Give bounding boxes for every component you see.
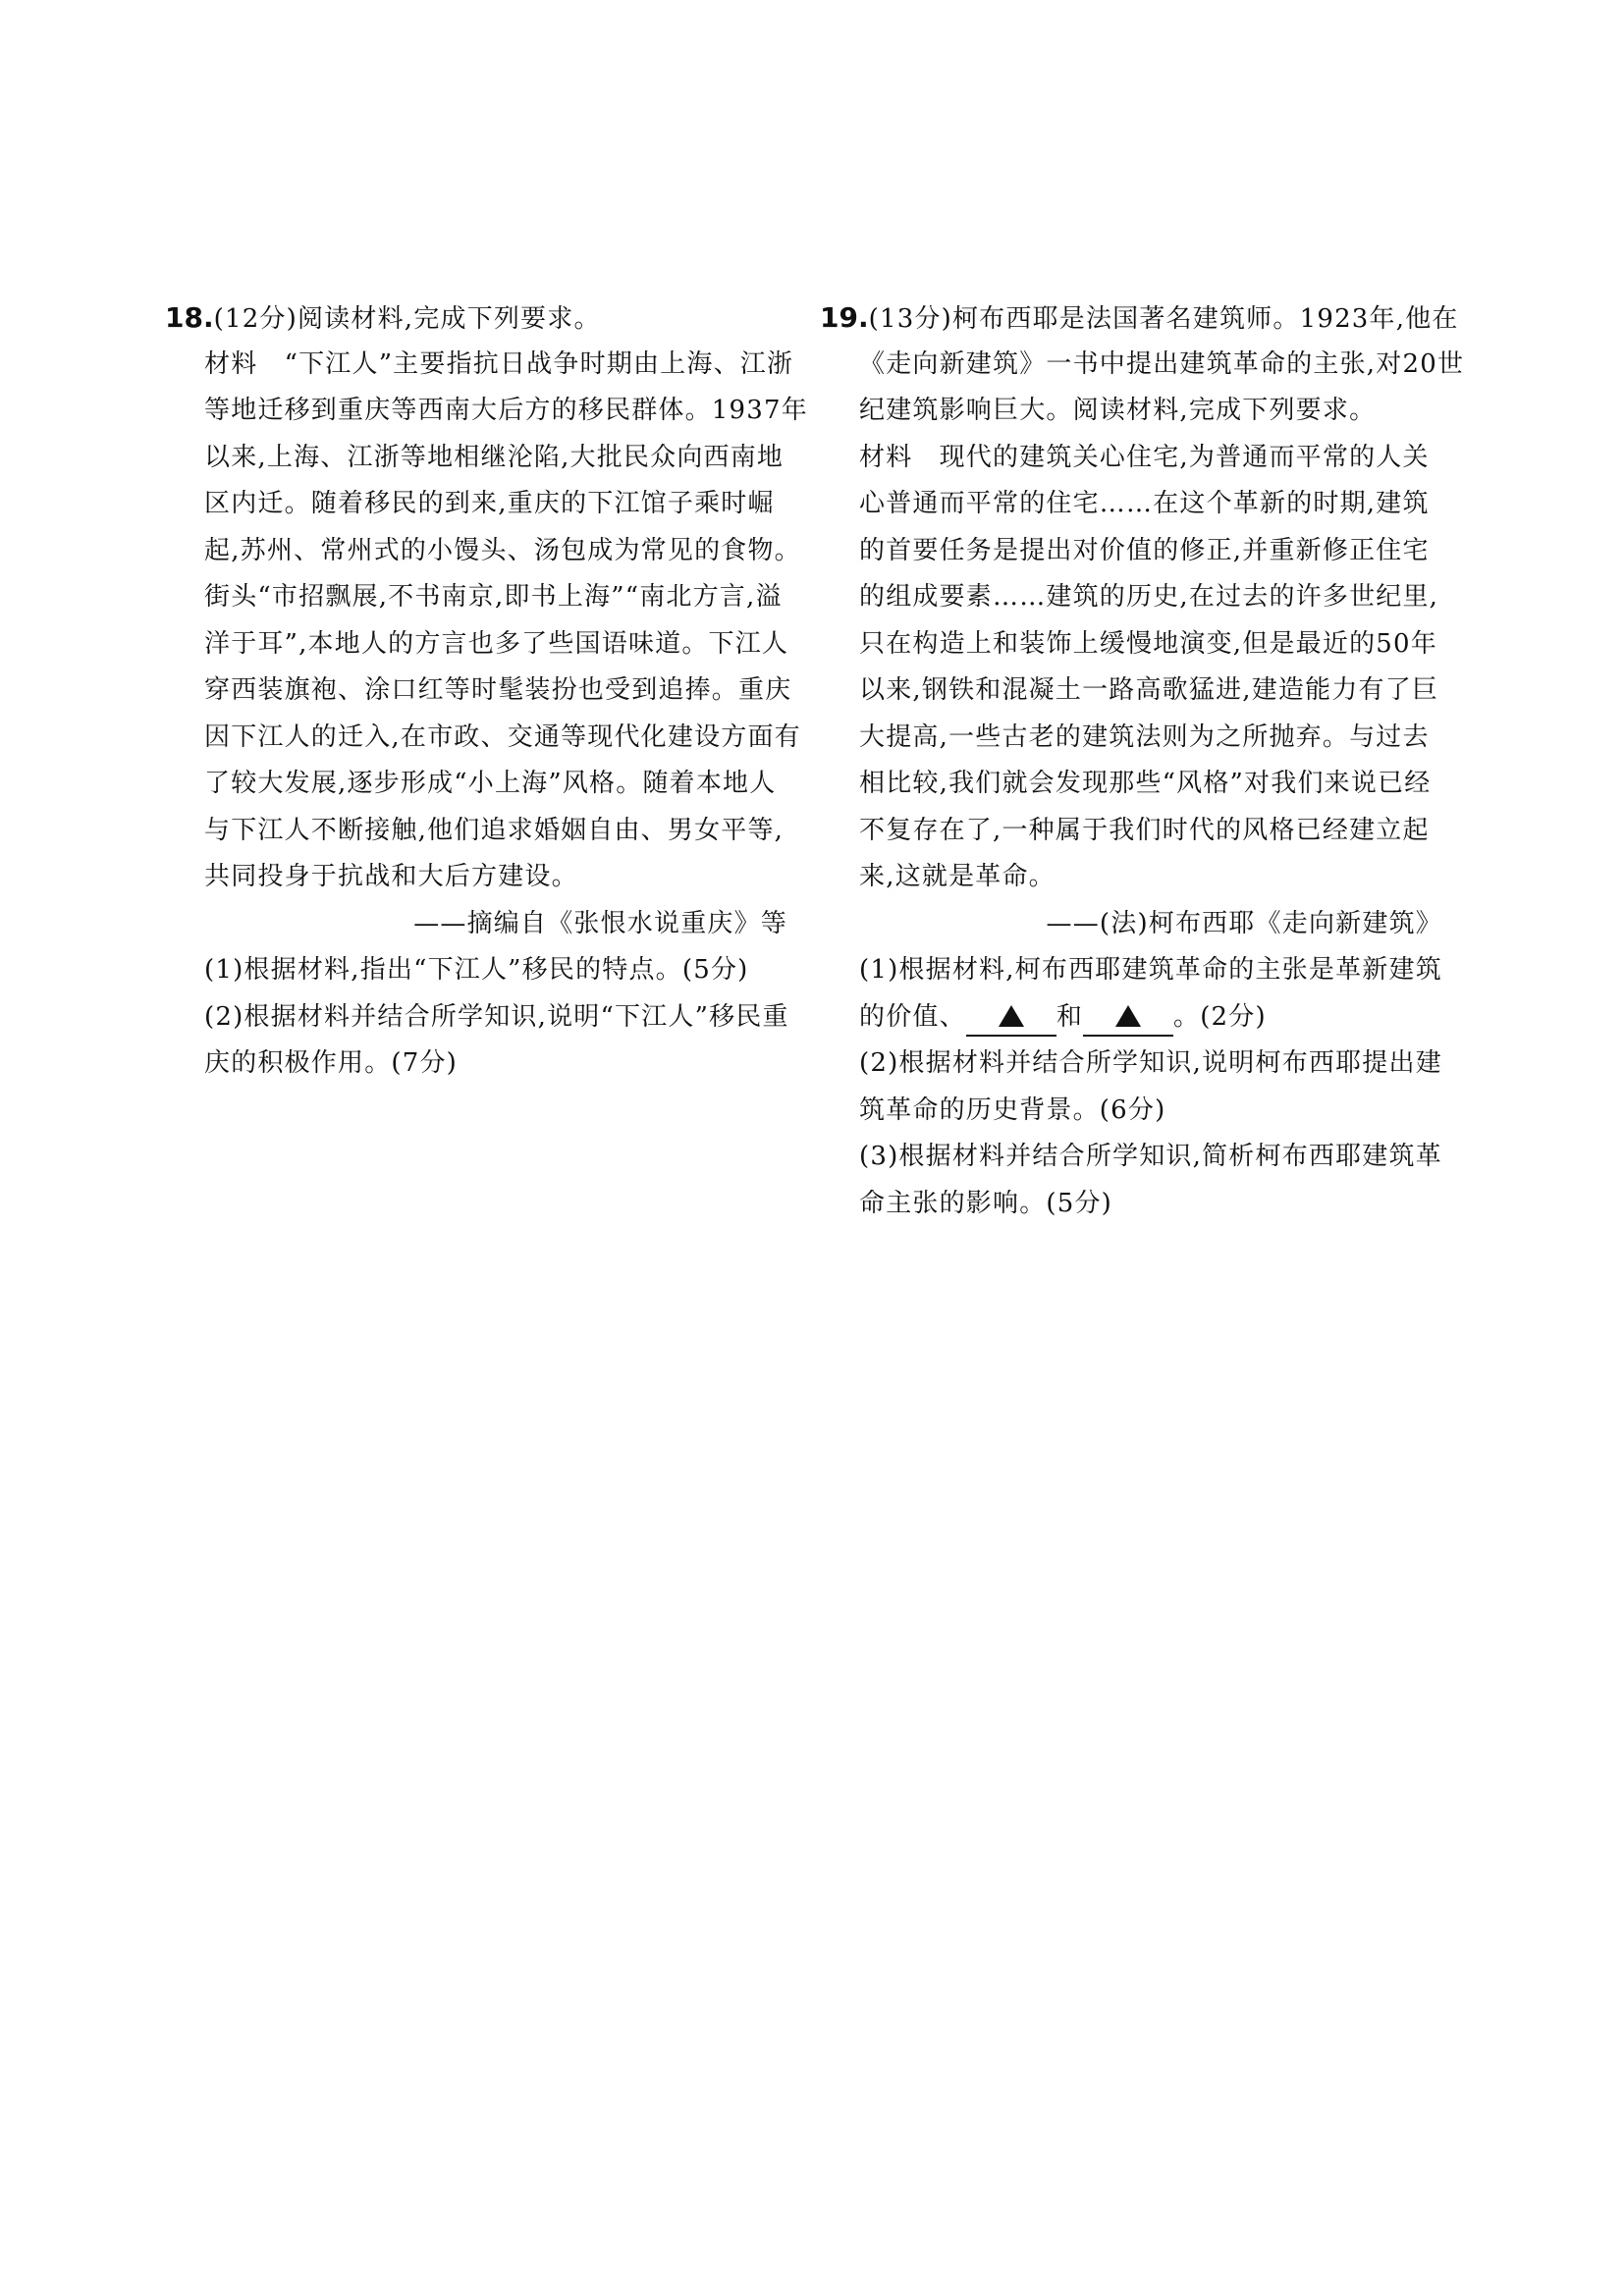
- material-line: 了较大发展,逐步形成“小上海”风格。随着本地人: [204, 769, 777, 798]
- answer-blank-1[interactable]: [966, 999, 1056, 1037]
- material-source: ——(法)柯布西耶《走向新建筑》: [1046, 908, 1442, 938]
- material-line: 不复存在了,一种属于我们时代的风格已经建立起: [859, 815, 1430, 845]
- question-head: (12分)阅读材料,完成下列要求。: [213, 304, 601, 334]
- question-19-header: [820, 294, 1459, 342]
- material-line: 来,这就是革命。: [859, 862, 1056, 891]
- question-number: 18.: [165, 301, 214, 334]
- material-line: 以来,钢铁和混凝土一路高歌猛进,建造能力有了巨: [859, 675, 1439, 705]
- material-line: 等地迁移到重庆等西南大后方的移民群体。1937年: [204, 396, 808, 425]
- material-line: 只在构造上和装饰上缓慢地演变,但是最近的50年: [859, 628, 1437, 659]
- sub-question-text: 和: [1056, 1001, 1084, 1032]
- sub-question: (2)根据材料并结合所学知识,说明柯布西耶提出建: [859, 1048, 1442, 1078]
- material-line: 材料 现代的建筑关心住宅,为普通而平常的人关: [859, 442, 1430, 472]
- material-line: 与下江人不断接触,他们追求婚姻自由、男女平等,: [204, 815, 785, 845]
- sub-question-text: 。(2分): [1173, 1001, 1267, 1032]
- sub-question: 庆的积极作用。(7分): [204, 1048, 459, 1078]
- material-line: 以来,上海、江浙等地相继沦陷,大批民众向西南地: [204, 442, 785, 472]
- sub-question: 命主张的影响。(5分): [859, 1188, 1113, 1218]
- material-source: ——摘编自《张恨水说重庆》等: [413, 908, 787, 938]
- question-head-line: 纪建筑影响巨大。阅读材料,完成下列要求。: [859, 396, 1377, 425]
- question-18-header: [165, 294, 793, 342]
- triangle-icon: [1115, 1005, 1141, 1027]
- question-head-line: 《走向新建筑》一书中提出建筑革命的主张,对20世: [859, 348, 1465, 379]
- question-number: 19.: [820, 301, 869, 334]
- material-line: 相比较,我们就会发现那些“风格”对我们来说已经: [859, 769, 1432, 798]
- material-line: 洋于耳”,本地人的方言也多了些国语味道。下江人: [204, 628, 789, 659]
- material-line: 材料 “下江人”主要指抗日战争时期由上海、江浙: [204, 348, 794, 379]
- question-18: [165, 294, 808, 1088]
- sub-question-text: 的价值、: [859, 1001, 966, 1032]
- sub-question: (1)根据材料,指出“下江人”移民的特点。(5分): [204, 955, 749, 985]
- material-line: 共同投身于抗战和大后方建设。: [204, 862, 578, 891]
- material-line: 的组成要素……建筑的历史,在过去的许多世纪里,: [859, 582, 1439, 612]
- material-line: 大提高,一些古老的建筑法则为之所抛弃。与过去: [859, 721, 1430, 752]
- question-head: (13分)柯布西耶是法国著名建筑师。1923年,他在: [868, 304, 1459, 334]
- answer-blank-2[interactable]: [1083, 999, 1173, 1037]
- sub-question: 筑革命的历史背景。(6分): [859, 1095, 1166, 1125]
- sub-question-fill-blank: [820, 994, 1448, 1041]
- material-line: 的首要任务是提出对价值的修正,并重新修正住宅: [859, 535, 1430, 565]
- sub-question: (1)根据材料,柯布西耶建筑革命的主张是革新建筑: [859, 955, 1442, 985]
- material-line: 区内迁。随着移民的到来,重庆的下江馆子乘时崛: [204, 489, 775, 518]
- material-line: 穿西装旗袍、涂口红等时髦装扮也受到追捧。重庆: [204, 675, 792, 705]
- question-19: [820, 294, 1465, 1227]
- material-line: 心普通而平常的住宅……在这个革新的时期,建筑: [859, 489, 1430, 518]
- triangle-icon: [999, 1005, 1024, 1027]
- material-line: 起,苏州、常州式的小馒头、汤包成为常见的食物。: [204, 535, 801, 565]
- material-line: 因下江人的迁入,在市政、交通等现代化建设方面有: [204, 721, 801, 752]
- sub-question: (3)根据材料并结合所学知识,简析柯布西耶建筑革: [859, 1142, 1442, 1171]
- sub-question: (2)根据材料并结合所学知识,说明“下江人”移民重: [204, 1001, 789, 1032]
- material-line: 街头“市招飘展,不书南京,即书上海”“南北方言,溢: [204, 582, 783, 612]
